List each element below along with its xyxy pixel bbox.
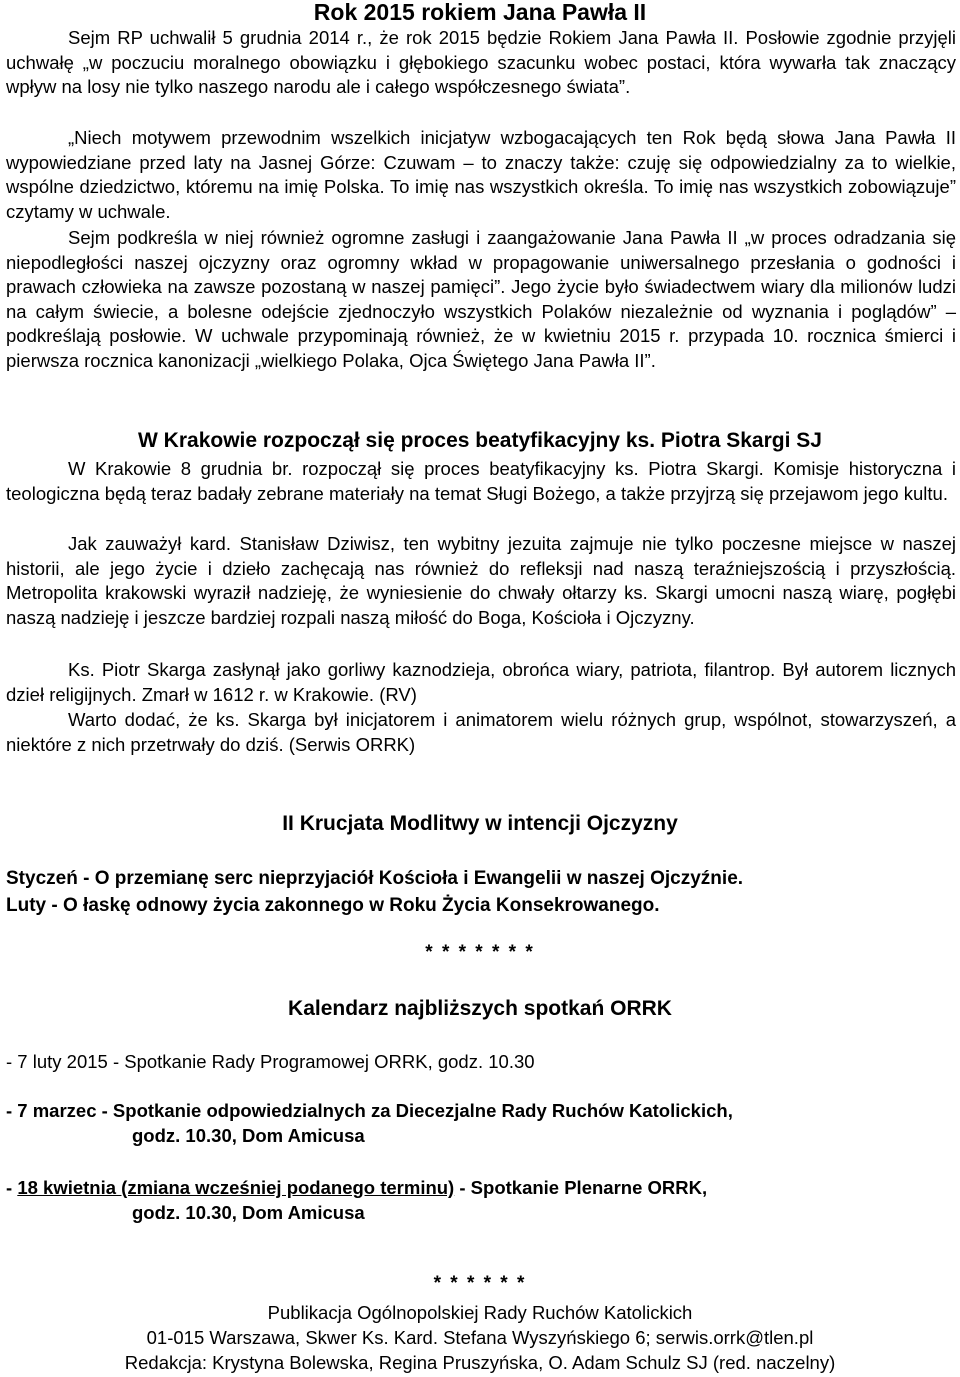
article2-paragraph-3: Ks. Piotr Skarga zasłynął jako gorliwy kaznodzieja, obrońca wiary, patriota, filantrop. Był autorem licznych dzieł religijnych. Zmarł w 1612 r. w Krakowie. (RV) [6,659,956,705]
crusade-intention-january: Styczeń - O przemianę serc nieprzyjaciół Kościoła i Ewangelii w naszej Ojczyźnie. [6,868,744,889]
crusade-title: II Krucjata Modlitwy w intencji Ojczyzny [282,812,678,835]
footer-publisher: Publikacja Ogólnopolskiej Rady Ruchów Katolickich [267,1302,693,1323]
calendar-event-2: - 7 marzec - Spotkanie odpowiedzialnych za Diecezjalne Rady Ruchów Katolickich, godz. 10.30, Dom Amicusa [6,1100,733,1146]
calendar-event-3: - 18 kwietnia (zmiana wcześniej podanego terminu) - Spotkanie Plenarne ORRK, godz. 10.30, Dom Amicusa [6,1177,708,1223]
event-3-date-change: 18 kwietnia (zmiana wcześniej podanego terminu) [17,1177,455,1198]
article1-title: Rok 2015 rokiem Jana Pawła II [313,0,647,25]
article2-paragraph-4: Warto dodać, że ks. Skarga był inicjatorem i animatorem wielu różnych grup, wspólnot, stowarzyszeń, a niektóre z nich przetrwały do dziś. (Serwis ORRK) [6,709,956,755]
footer-address: 01-015 Warszawa, Skwer Ks. Kard. Stefana Wyszyńskiego 6; serwis.orrk@tlen.pl [146,1327,814,1348]
separator-stars: * * * * * * * [425,942,535,963]
article2-paragraph-1: W Krakowie 8 grudnia br. rozpoczął się proces beatyfikacyjny ks. Piotra Skargi. Komisje historyczna i teologiczna będą teraz badały zebrane materiały na temat Sługi Bożego, a także przyjrzą się przejawom jego kultu. [6,458,956,504]
separator-stars-footer: * * * * * * [433,1273,527,1294]
footer-editors: Redakcja: Krystyna Bolewska, Regina Pruszyńska, O. Adam Schulz SJ (red. naczelny) [124,1352,836,1373]
article2-title: W Krakowie rozpoczął się proces beatyfikacyjny ks. Piotra Skargi SJ [138,429,822,452]
article2-paragraph-2: Jak zauważył kard. Stanisław Dziwisz, ten wybitny jezuita zajmuje nie tylko poczesne miejsce w naszej historii, ale jego życie i dzieło zachęcają nas również do refleksji nad naszą teraźniejszością i przyszłością. Metropolita krakowski wyraził nadzieję, że wyniesienie do chwały ołtarzy ks. Skargi umocni naszą wiarę, pogłębi naszą nadzieję i jeszcze bardziej rozpali naszą miłość do Boga, Kościoła i Ojczyzny. [6,533,956,628]
article1-paragraph-3: Sejm podkreśla w niej również ogromne zasługi i zaangażowanie Jana Pawła II „w proces odradzania się niepodległości naszej ojczyzny oraz ogromny wkład w propagowanie uniwersalnego przesłania o godności i prawach człowieka na zawsze pozostaną w naszej pamięci”. Jego życie było świadectwem wiary dla milionów ludzi na całym świecie, a bolesne odejście zjednoczyło wszystkich Polaków niezależnie od wyznania i poglądów” – podkreślają posłowie. W uchwale przypominają również, że w kwietniu 2015 r. przypada 10. rocznica śmierci i pierwsza rocznica kanonizacji „wielkiego Polaka, Ojca Świętego Jana Pawła II”. [6,227,956,371]
article1-paragraph-1: Sejm RP uchwalił 5 grudnia 2014 r., że rok 2015 będzie Rokiem Jana Pawła II. Posłowie zgodnie przyjęli uchwałę „w poczuciu moralnego obowiązku i głębokiego szacunku wobec postaci, która wywarła tak znaczący wpływ na losy nie tylko naszego narodu ale i całego współczesnego świata”. [6,27,956,98]
calendar-title: Kalendarz najbliższych spotkań ORRK [288,997,672,1020]
article1-paragraph-2: „Niech motywem przewodnim wszelkich inicjatyw wzbogacających ten Rok będą słowa Jana Pawła II wypowiedziane przed laty na Jasnej Górze: Czuwam – to znaczy także: czuję się odpowiedzialny za to wielkie, wspólne dziedzictwo, któremu na imię Polska. To imię nas wszystkich określa. To imię nas wszystkich zobowiązuje” czytamy w uchwale. [6,127,956,222]
crusade-intention-february: Luty - O łaskę odnowy życia zakonnego w Roku Życia Konsekrowanego. [6,895,660,916]
calendar-event-1: - 7 luty 2015 - Spotkanie Rady Programowej ORRK, godz. 10.30 [6,1051,535,1072]
